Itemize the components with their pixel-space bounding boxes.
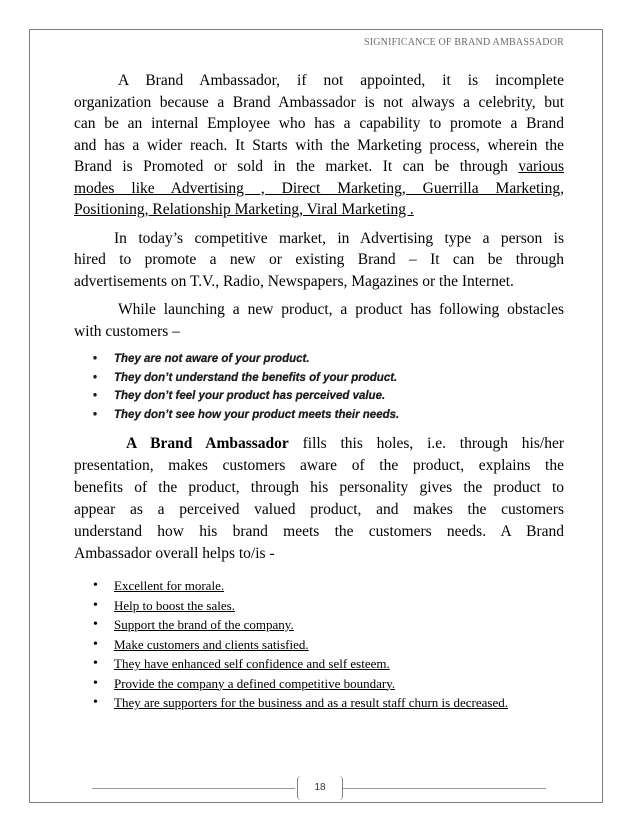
text-line: Positioning, Relationship Marketing, Viral Marketing . bbox=[74, 201, 414, 218]
text-line: A Brand Ambassador, if not appointed, it is incomplete bbox=[118, 72, 564, 89]
paragraph-ambassador-role bbox=[74, 433, 564, 565]
list-item: • They have enhanced self confidence and self esteem. bbox=[74, 654, 564, 674]
paragraph-obstacles bbox=[74, 299, 564, 342]
page-body bbox=[74, 70, 564, 713]
bullet-icon: • bbox=[93, 695, 98, 710]
paragraph-intro bbox=[74, 70, 564, 221]
text-line: Ambassador overall helps to/is - bbox=[74, 545, 275, 562]
list-item: • They don’t see how your product meets their needs. bbox=[74, 406, 564, 425]
text-line: can be an internal Employee who has a capability to promote a Brand bbox=[74, 115, 564, 132]
list-item: • Excellent for morale. bbox=[74, 576, 564, 596]
text-line: presentation, makes customers aware of the product, explains the bbox=[74, 457, 564, 474]
text-line: with customers – bbox=[74, 322, 180, 340]
benefits-list bbox=[74, 576, 564, 713]
bullet-icon: • bbox=[93, 408, 98, 421]
list-item: • Support the brand of the company. bbox=[74, 615, 564, 635]
list-item: • They don’t feel your product has perceived value. bbox=[74, 387, 564, 406]
bullet-icon: • bbox=[93, 617, 98, 632]
bullet-icon: • bbox=[93, 353, 98, 365]
bullet-icon: • bbox=[93, 371, 98, 384]
text-line: advertisements on T.V., Radio, Newspapers, Magazines or the Internet. bbox=[74, 272, 514, 290]
text-line: understand how his brand meets the customers needs. A Brand bbox=[74, 523, 564, 540]
text-line: modes like Advertising , Direct Marketing, Guerrilla Marketing, bbox=[74, 179, 564, 197]
text-line: appear as a perceived valued product, and makes the customers bbox=[74, 501, 564, 518]
bullet-icon: • bbox=[93, 656, 98, 671]
footer-rule-left bbox=[92, 788, 295, 789]
bullet-icon: • bbox=[93, 578, 98, 593]
list-item: • They don’t understand the benefits of your product. bbox=[74, 369, 564, 388]
list-item: • They are supporters for the business and as a result staff churn is decreased. bbox=[74, 693, 564, 713]
text-line: benefits of the product, through his personality gives the product to bbox=[74, 479, 564, 496]
bullet-icon: • bbox=[93, 675, 98, 691]
text-line: hired to promote a new or existing Brand – It can be through bbox=[74, 251, 564, 268]
bullet-icon: • bbox=[93, 390, 98, 402]
text-line: A Brand Ambassador fills this holes, i.e. through his/her bbox=[126, 435, 564, 452]
text-line: In today’s competitive market, in Advertising type a person is bbox=[114, 229, 564, 247]
text-line: Brand is Promoted or sold in the market. It can be through various bbox=[74, 158, 564, 175]
page-number: 18 bbox=[297, 776, 343, 800]
bullet-icon: • bbox=[93, 636, 98, 652]
text-line: While launching a new product, a product has following obstacles bbox=[118, 301, 564, 318]
list-item: • Make customers and clients satisfied. bbox=[74, 635, 564, 655]
bullet-icon: • bbox=[93, 597, 98, 613]
list-item: • Help to boost the sales. bbox=[74, 596, 564, 616]
text-line: and has a wider reach. It Starts with the Marketing process, wherein the bbox=[74, 136, 564, 154]
paragraph-market bbox=[74, 228, 564, 293]
list-item: • Provide the company a defined competitive boundary. bbox=[74, 674, 564, 694]
footer-rule-right bbox=[343, 788, 546, 789]
obstacles-list bbox=[74, 350, 564, 424]
text-line: organization because a Brand Ambassador is not always a celebrity, but bbox=[74, 93, 564, 111]
running-header: SIGNIFICANCE OF BRAND AMBASSADOR bbox=[363, 37, 564, 48]
list-item: • They are not aware of your product. bbox=[74, 350, 564, 369]
